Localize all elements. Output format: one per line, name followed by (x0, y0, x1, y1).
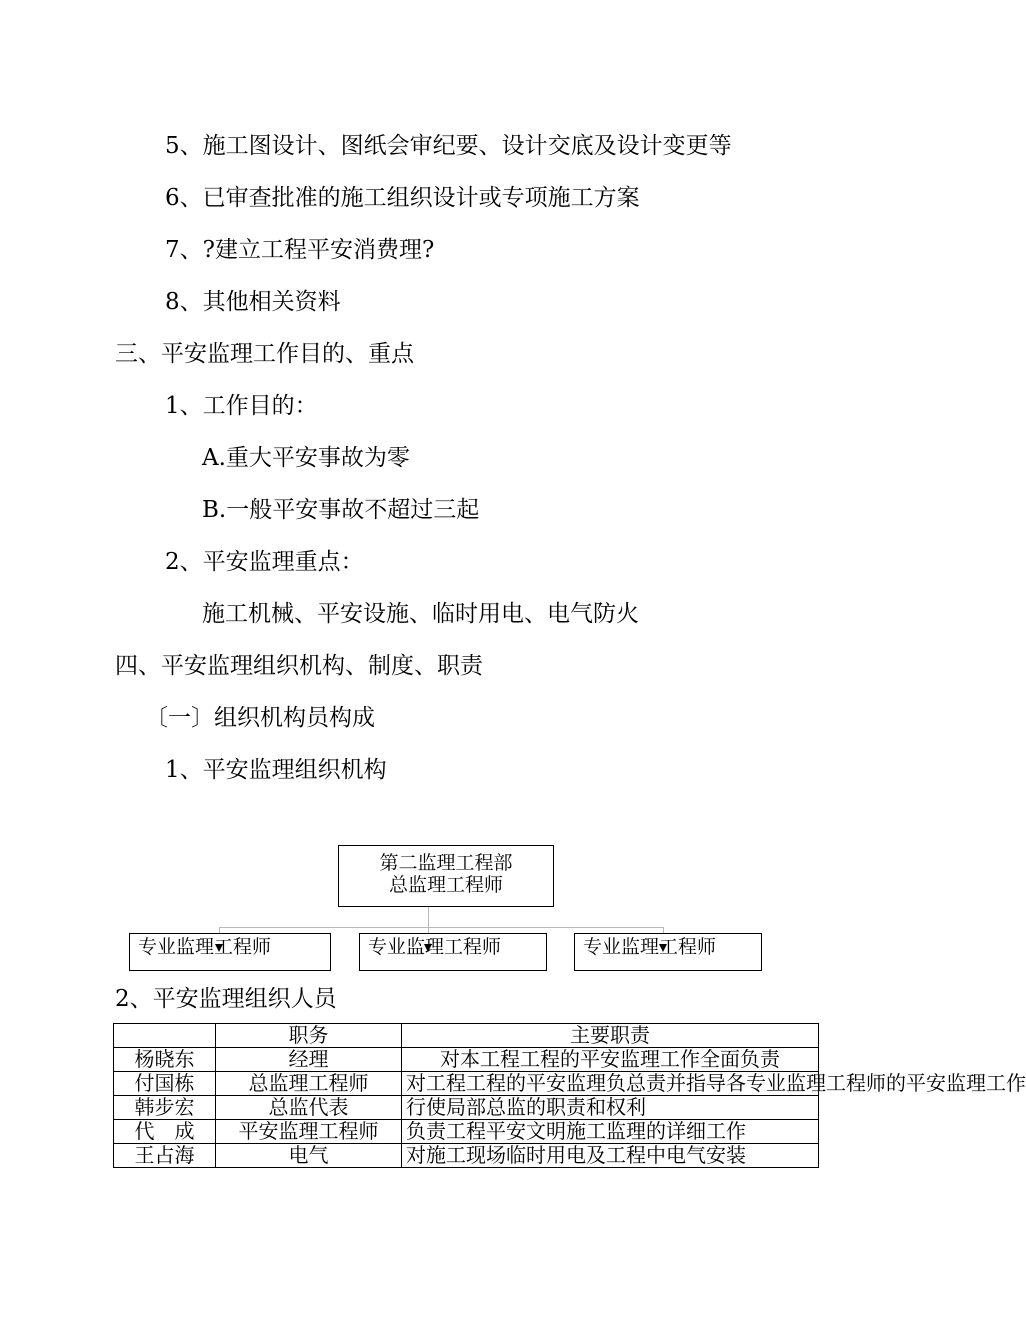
org-box-line: 总监理工程师 (388, 874, 503, 896)
org-box-label: 专业监理工程师 (368, 936, 502, 958)
org-box-line: 第二监理工程部 (379, 852, 513, 874)
staff-name: 付国栋 (114, 1072, 216, 1096)
org-box-label: 专业监理工程师 (138, 936, 272, 958)
staff-role: 总监代表 (216, 1096, 402, 1120)
arrow-down-icon (215, 944, 223, 952)
list-item: 6、已审查批准的施工组织设计或专项施工方案 (165, 185, 640, 211)
staff-name: 王占海 (114, 1144, 216, 1168)
org-connector (219, 927, 664, 928)
staff-duty: 对施工现场临时用电及工程中电气安装 (402, 1144, 819, 1168)
table-row (114, 1144, 819, 1168)
staff-role: 电气 (216, 1144, 402, 1168)
staff-duty: 对工程工程的平安监理负总责并指导各专业监理工程师的平安监理工作 (402, 1072, 819, 1096)
section-heading: 四、平安监理组织机构、制度、职责 (115, 653, 483, 679)
paragraph: 施工机械、平安设施、临时用电、电气防火 (202, 601, 639, 627)
staff-name: 代 成 (114, 1120, 216, 1144)
staff-role: 经理 (216, 1048, 402, 1072)
staff-table (113, 1023, 1026, 1168)
staff-role: 平安监理工程师 (216, 1120, 402, 1144)
org-box-specialist (574, 933, 762, 971)
table-row (114, 1072, 819, 1096)
staff-name: 杨晓东 (114, 1048, 216, 1072)
list-item: B.一般平安事故不超过三起 (202, 497, 480, 523)
table-header-cell: 职务 (216, 1024, 402, 1048)
org-box-chief-engineer (338, 845, 554, 907)
subsection-heading: 2、平安监理重点： (165, 549, 364, 575)
staff-duty: 对本工程工程的平安监理工作全面负责 (402, 1048, 819, 1072)
table-header-row (114, 1024, 819, 1048)
list-item: 8、其他相关资料 (165, 289, 341, 315)
subsection-heading: 1、平安监理组织机构 (165, 757, 387, 783)
table-row (114, 1120, 819, 1144)
table-row (114, 1048, 819, 1072)
arrow-down-icon (659, 944, 667, 952)
staff-role: 总监理工程师 (216, 1072, 402, 1096)
org-box-label: 专业监理工程师 (583, 936, 717, 958)
table-row (114, 1096, 819, 1120)
org-box-specialist (359, 933, 547, 971)
subsection-heading: 1、工作目的： (165, 393, 318, 419)
table-header-cell (114, 1024, 216, 1048)
staff-duty: 行使局部总监的职责和权利 (402, 1096, 819, 1120)
list-item: 5、施工图设计、图纸会审纪要、设计交底及设计变更等 (165, 133, 732, 159)
table-header-cell: 主要职责 (402, 1024, 819, 1048)
arrow-down-icon (424, 944, 432, 952)
org-connector (428, 906, 429, 927)
list-item: A.重大平安事故为零 (202, 445, 410, 471)
staff-duty: 负责工程平安文明施工监理的详细工作 (402, 1120, 819, 1144)
subsection-heading: 〔一〕组织机构员构成 (145, 705, 375, 731)
org-box-specialist (129, 933, 331, 971)
staff-name: 韩步宏 (114, 1096, 216, 1120)
section-heading: 三、平安监理工作目的、重点 (115, 341, 414, 367)
list-item: 7、?建立工程平安消费理? (165, 237, 435, 263)
subsection-heading: 2、平安监理组织人员 (115, 986, 337, 1012)
